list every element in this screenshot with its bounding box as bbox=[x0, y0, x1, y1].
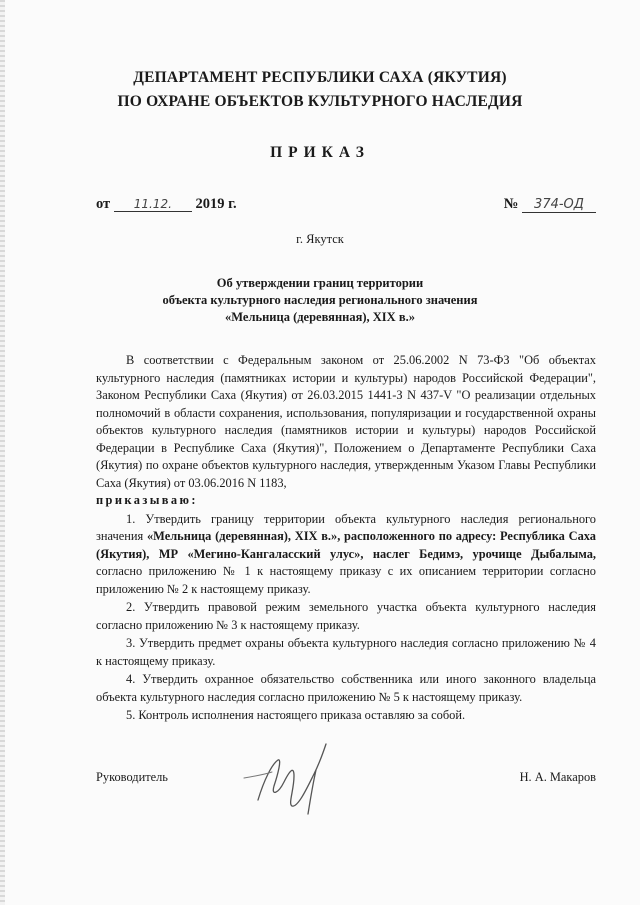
preamble-paragraph: В соответствии с Федеральным законом от 25.06.2002 N 73-ФЗ "Об объектах культурного наследия (памятниках истории и культуры) народов Российской Федерации", Законом Республики Саха (Якутия) от 26.03.2015 1441-З N 437-V "О реализации отдельных полномочий в области сохранения, использования, популяризации и государственной охраны объектов культурного наследия (памятников истории и культуры) народов Российской Федерации в Республике Саха (Якутия)", Положением о Департаменте Республики Саха (Якутия) по охране объектов культурного наследия, утвержденным Указом Главы Республики Саха (Якутия) от 03.06.2016 N 1183, bbox=[96, 353, 596, 490]
order-item-3: 3. Утвердить предмет охраны объекта культурного наследия согласно приложению № 4 к настоящему приказу. bbox=[96, 636, 596, 668]
order-body bbox=[96, 352, 596, 725]
city-line: г. Якутск bbox=[296, 232, 344, 246]
signer-position: Руководитель bbox=[96, 770, 168, 784]
document-title: ПРИКАЗ bbox=[270, 144, 370, 161]
signature-line bbox=[96, 770, 596, 790]
handwritten-number: 374-ОД bbox=[522, 197, 596, 213]
subject-line-2: объекта культурного наследия регионального значения bbox=[162, 293, 478, 307]
header-line-2: ПО ОХРАНЕ ОБЪЕКТОВ КУЛЬТУРНОГО НАСЛЕДИЯ bbox=[117, 93, 523, 110]
subject-line-1: Об утверждении границ территории bbox=[216, 276, 424, 290]
item1-text-bold: «Мельница (деревянная), XIX в.», расположенного по адресу: Республика Саха (Якутия), МР «Мегино-Кангаласский улус», наслег Бедимэ, урочище Дыбалыма, bbox=[96, 529, 596, 561]
item1-text-end: согласно приложению № 1 к настоящему приказу с их описанием территории согласно приложению № 2 к настоящему приказу. bbox=[96, 564, 596, 596]
date-number-line bbox=[96, 196, 596, 218]
department-header bbox=[0, 66, 640, 114]
signer-name: Н. А. Макаров bbox=[519, 770, 596, 784]
order-word: приказываю: bbox=[96, 493, 198, 507]
date-field bbox=[96, 196, 237, 213]
date-prefix: от bbox=[96, 196, 111, 212]
subject-line-3: «Мельница (деревянная), XIX в.» bbox=[225, 310, 415, 324]
handwritten-date: 11.12. bbox=[114, 197, 192, 212]
number-label: № bbox=[503, 196, 519, 212]
header-line-1: ДЕПАРТАМЕНТ РЕСПУБЛИКИ САХА (ЯКУТИЯ) bbox=[133, 69, 507, 86]
order-item-5: 5. Контроль исполнения настоящего приказа оставляю за собой. bbox=[126, 708, 466, 722]
number-field bbox=[504, 196, 596, 213]
date-year: 2019 г. bbox=[195, 196, 237, 212]
order-item-4: 4. Утвердить охранное обязательство собственника или иного законного владельца объекта культурного наследия согласно приложению № 5 к настоящему приказу. bbox=[96, 672, 596, 704]
scan-edge bbox=[0, 0, 5, 905]
order-item-2: 2. Утвердить правовой режим земельного участка объекта культурного наследия согласно приложению № 3 к настоящему приказу. bbox=[96, 600, 596, 632]
order-subject bbox=[0, 275, 640, 326]
order-item-1 bbox=[96, 511, 596, 599]
item1-text-start: 1. Утвердить границу территории объекта культурного наследия регионального значения bbox=[96, 511, 596, 543]
